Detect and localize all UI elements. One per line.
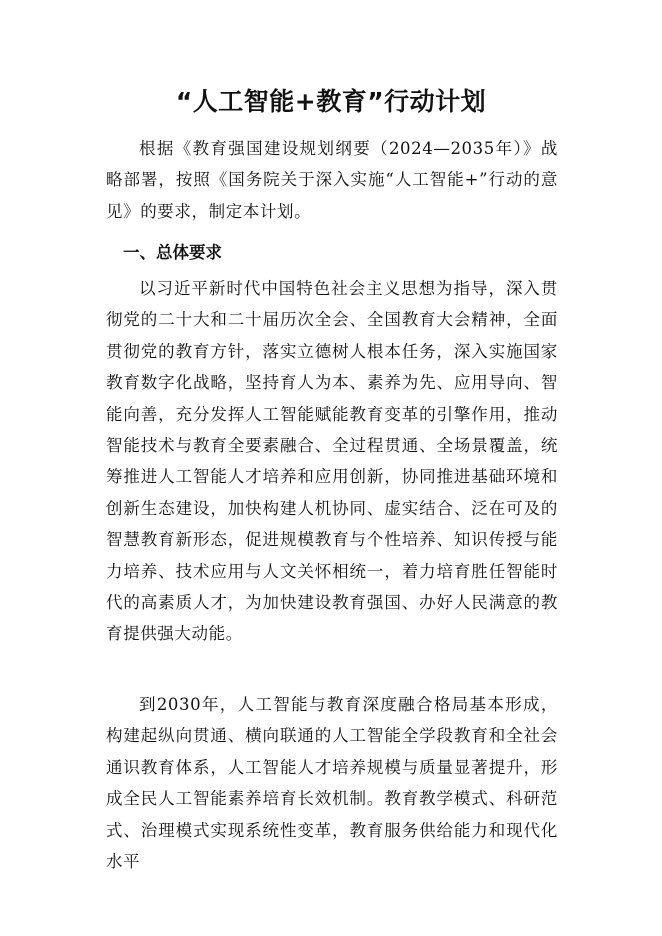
intro-paragraph: 根据《教育强国建设规划纲要（2024—2035年）》战略部署，按照《国务院关于深入实施“人工智能+”行动的意见》的要求，制定本计划。 — [106, 139, 558, 221]
body-paragraph: 到2030年，人工智能与教育深度融合格局基本形成，构建起纵向贯通、横向联通的人工智能全学段教育和全社会通识教育体系，人工智能人才培养规模与质量显著提升，形成全民人工智能素养培育长效机制。教育教学模式、科研范式、治理模式实现系统性变革，教育服务供给能力和现代化水平 — [106, 695, 558, 872]
section-heading: 一、总体要求 — [123, 243, 222, 262]
body-paragraph: 以习近平新时代中国特色社会主义思想为指导，深入贯彻党的二十大和二十届历次全会、全国教育大会精神，全面贯彻党的教育方针，落实立德树人根本任务，深入实施国家教育数字化战略，坚持育人为本、素养为先、应用导向、智能向善，充分发挥人工智能赋能教育变革的引擎作用，推动智能技术与教育全要素融合、全过程贯通、全场景覆盖，统筹推进人工智能人才培养和应用创新，协同推进基础环境和创新生态建设，加快构建人机协同、虚实结合、泛在可及的智慧教育新形态，促进规模教育与个性培养、知识传授与能力培养、技术应用与人文关怀相统一，着力培育胜任智能时代的高素质人才，为加快建设教育强国、办好人民满意的教育提供强大动能。 — [106, 279, 558, 644]
document-title: “人工智能+教育”行动计划 — [175, 87, 487, 116]
